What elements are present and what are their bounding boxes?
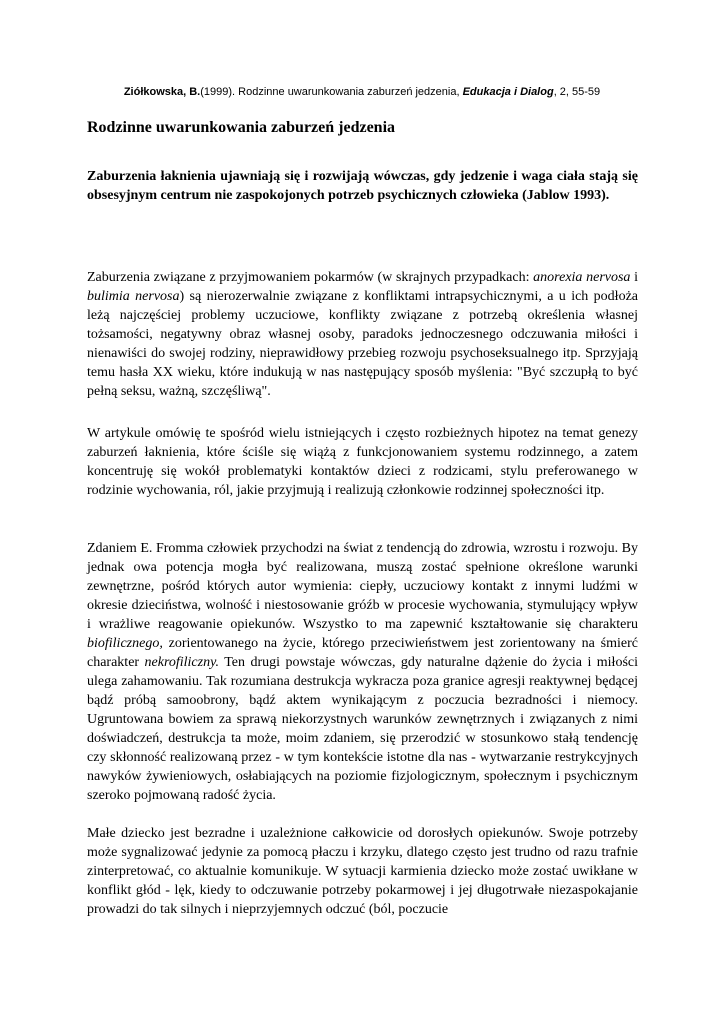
p3-term-biofilic: biofilicznego, bbox=[87, 636, 163, 651]
p3-text-mid: zorientowanego na życie, którego przeciwieństwem jest zorientowany na śmierć charakter bbox=[87, 636, 638, 670]
citation-journal: Edukacja i Dialog bbox=[462, 86, 554, 98]
p1-text-mid: i bbox=[630, 270, 639, 285]
paragraph-4: Małe dziecko jest bezradne i uzależnione całkowicie od dorosłych opiekunów. Swoje potrzeby może sygnalizować jedynie za pomocą płaczu i krzyku, dlatego często jest trudno od razu trafnie zinterpretować, co aktualnie komunikuje. W sytuacji karmienia dziecko może zostać uwikłane w konflikt głód - lęk, kiedy to odczuwanie potrzeby pokarmowej i jej długotrwałe niezaspokajanie prowadzi do tak silnych i nieprzyjemnych odczuć (ból, poczucie bbox=[87, 826, 638, 917]
p3-text-before: Zdaniem E. Fromma człowiek przychodzi na świat z tendencją do zdrowia, wzrostu i rozwoju. By jednak owa potencja mogła być realizowana, muszą zostać spełnione określone warunki zewnętrzne, pośród których autor wymienia: ciepły, uczuciowy kontakt z innymi ludźmi w okresie dzieciństwa, wolność i niestosowanie gróźb w procesie wychowania, stymulujący wpływ i wrażliwe reagowanie opiekunów. Wszystko to ma zapewnić kształtowanie się charakteru bbox=[87, 541, 638, 632]
p3-term-necrophilic: nekrofiliczny. bbox=[144, 655, 220, 670]
citation-author: Ziółkowska, B. bbox=[123, 86, 201, 98]
paragraph-3 bbox=[87, 539, 638, 805]
paragraph-2: W artykule omówię te spośród wielu istniejących i często rozbieżnych hipotez na temat genezy zaburzeń łaknienia, które ściśle się wiążą z funkcjonowaniem systemu rodzinnego, a zatem koncentruję się wokół problematyki kontaktów dzieci z rodzicami, stylu preferowanego w rodzinie wychowania, ról, jakie przyjmują i realizują członkowie rodzinnej społeczności itp. bbox=[87, 426, 638, 498]
citation-line bbox=[0, 85, 724, 99]
p1-text-after: ) są nierozerwalnie związane z konfliktami intrapsychicznymi, a u ich podłoża leżą najczęściej problemy uczuciowe, konflikty związane z potrzebą określenia własnej tożsamości, negatywny obraz własnej osoby, paradoks jednoczesnego odczuwania miłości i nienawiści do swojej rodziny, nieprawidłowy przebieg rozwoju psychoseksualnego itp. Sprzyjają temu hasła XX wieku, które indukują w nas następujący sposób myślenia: "Być szczupłą to być pełną seksu, ważną, szczęśliwą". bbox=[87, 289, 639, 399]
citation-issue-pages: , 2, 55-59 bbox=[553, 86, 601, 98]
citation-year-title: (1999). Rodzinne uwarunkowania zaburzeń jedzenia, bbox=[200, 86, 463, 98]
p1-text-before: Zaburzenia związane z przyjmowaniem pokarmów (w skrajnych przypadkach: bbox=[87, 270, 534, 285]
paragraph-1 bbox=[87, 268, 638, 401]
p3-text-after: Ten drugi powstaje wówczas, gdy naturalne dążenie do życia i miłości ulega zahamowaniu. Tak rozumiana destrukcja wykracza poza granice agresji reaktywnej będącej bądź próbą samoobrony, bądź aktem wynikającym z poczucia bezradności i niemocy. Ugruntowana bowiem za sprawą niekorzystnych warunków zewnętrznych i związanych z nimi doświadczeń, destrukcja ta może, moim zdaniem, się przerodzić w stosunkowo stałą tendencję czy skłonność realizowaną przez - w tym kontekście istotne dla nas - wytwarzanie restrykcyjnych nawyków żywieniowych, osłabiających na poziomie fizjologicznym, społecznym i psychicznym szeroko pojmowaną radość życia. bbox=[87, 655, 638, 803]
lead-paragraph: Zaburzenia łaknienia ujawniają się i rozwijają wówczas, gdy jedzenie i waga ciała stają się obsesyjnym centrum nie zaspokojonych potrzeb psychicznych człowieka (Jablow 1993). bbox=[87, 169, 638, 203]
article-title: Rodzinne uwarunkowania zaburzeń jedzenia bbox=[87, 119, 396, 136]
p1-term-anorexia: anorexia nervosa bbox=[533, 270, 631, 285]
p1-term-bulimia: bulimia nervosa bbox=[87, 289, 180, 304]
